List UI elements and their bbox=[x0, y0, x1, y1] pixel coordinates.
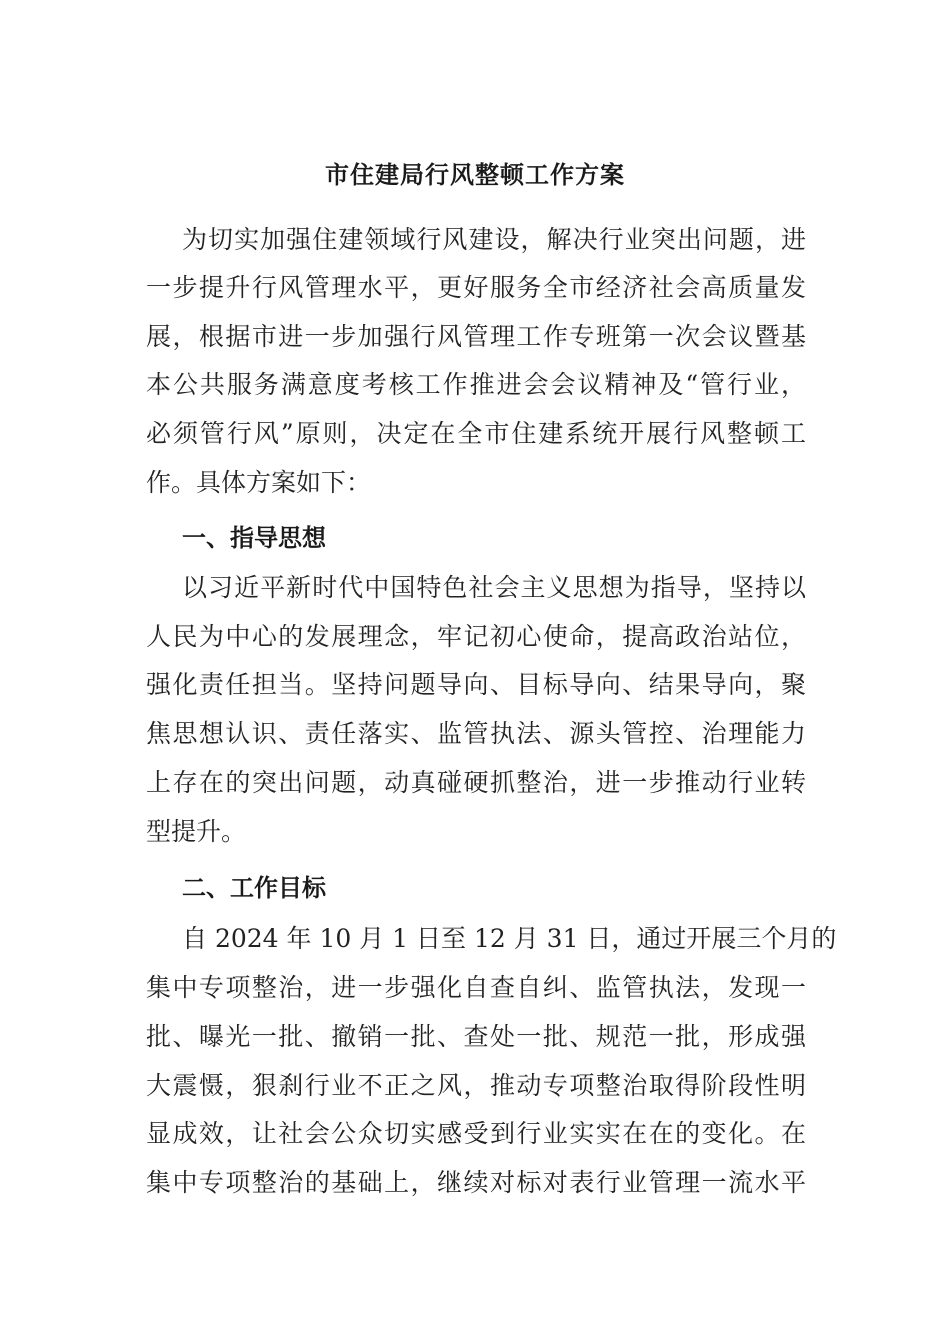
section1-line: 焦思想认识、责任落实、监管执法、源头管控、治理能力 bbox=[146, 719, 806, 748]
section1-line: 以习近平新时代中国特色社会主义思想为指导，坚持以 bbox=[182, 573, 806, 602]
intro-line: 必须管行风”原则，决定在全市住建系统开展行风整顿工 bbox=[146, 419, 806, 448]
section1-line: 型提升。 bbox=[146, 817, 247, 846]
section1-line: 强化责任担当。坚持问题导向、目标导向、结果导向，聚 bbox=[146, 670, 806, 699]
intro-line: 一步提升行风管理水平，更好服务全市经济社会高质量发 bbox=[146, 273, 806, 302]
section2-line: 显成效，让社会公众切实感受到行业实实在在的变化。在 bbox=[146, 1119, 806, 1148]
section1-line: 人民为中心的发展理念，牢记初心使命，提高政治站位， bbox=[146, 622, 806, 651]
intro-line: 作。具体方案如下： bbox=[146, 468, 372, 497]
section2-line: 自 2024 年 10 月 1 日至 12 月 31 日，通过开展三个月的 bbox=[182, 924, 837, 953]
intro-line: 本公共服务满意度考核工作推进会会议精神及“管行业， bbox=[146, 370, 806, 399]
intro-line: 为切实加强住建领域行风建设，解决行业突出问题，进 bbox=[182, 225, 806, 254]
section-heading-work-goals: 二、工作目标 bbox=[182, 874, 326, 902]
section2-line: 批、曝光一批、撤销一批、查处一批、规范一批，形成强 bbox=[146, 1022, 806, 1051]
section2-line: 集中专项整治，进一步强化自查自纠、监管执法，发现一 bbox=[146, 973, 806, 1002]
intro-line: 展，根据市进一步加强行风管理工作专班第一次会议暨基 bbox=[146, 322, 806, 351]
section2-line: 集中专项整治的基础上，继续对标对表行业管理一流水平 bbox=[146, 1168, 806, 1197]
section-heading-guiding-ideology: 一、指导思想 bbox=[182, 524, 326, 552]
section1-line: 上存在的突出问题，动真碰硬抓整治，进一步推动行业转 bbox=[146, 768, 806, 797]
document-title: 市住建局行风整顿工作方案 bbox=[325, 161, 625, 189]
section2-line: 大震慑，狠刹行业不正之风，推动专项整治取得阶段性明 bbox=[146, 1071, 806, 1100]
